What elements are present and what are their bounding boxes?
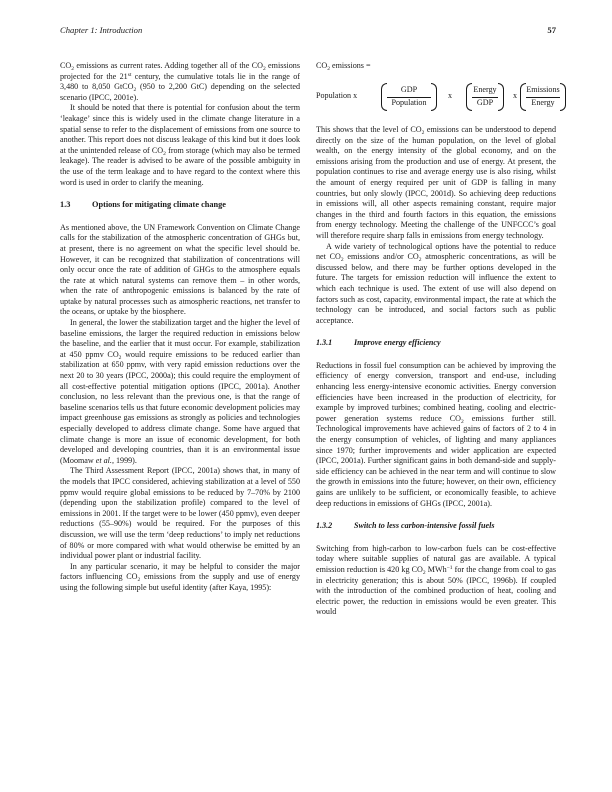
page-number: 57 xyxy=(547,25,556,35)
kaya-equation xyxy=(316,61,560,125)
subsection-number: 1.3.2 xyxy=(316,521,333,531)
subsection-title: Improve energy efficiency xyxy=(354,338,441,348)
paragraph: In any particular scenario, it may be helpful to consider the major factors influencing $CO_2$ emissions from the supply and use of energy using the following simple but useful identity (after Kaya, 1995): xyxy=(60,561,301,592)
section-title: Options for mitigating climate change xyxy=(92,200,226,210)
paragraph: Reductions in fossil fuel consumption can be achieved by improving the efficiency of energy conversion, transport and end-use, including enhancing less energy-intensive economic activities. Energy conversion efficiencies have been increased in the production of electricity, for example by improved turbines; combined heating, cooling and electric-power generation systems reduce $CO_2$ emissions further still. Technological improvements have achieved gains of factors of 2 to 4 in the energy consumption of vehicles, of lighting and many appliances since 1970; further improvements and wider application are expected (IPCC, 2001a). Further significant gains in both demand-side and supply-side efficiency can be achieved in the near term and will continue to slow the growth in emissions into the future; however, on their own, efficiency gains are unlikely to be sufficient, or economically feasible, to achieve deep reductions in emissions of GHGs (IPCC, 2001a). xyxy=(316,360,557,508)
fraction-denominator: GDP xyxy=(476,98,494,107)
paragraph: A wide variety of technological options have the potential to reduce net $CO_2$ emissions and/or $CO_2$ atmospheric concentrations, as will be discussed below, and there may be further options developed in the future. The targets for emission reduction will influence the extent to which each technique is used. The extent of use will also depend on factors such as cost, capacity, environmental impact, the rate at which the technology can be introduced, and social factors such as public acceptance. xyxy=(316,241,557,325)
times-operator: x xyxy=(513,91,518,100)
chapter-title: Chapter 1: Introduction xyxy=(60,25,143,35)
paragraph: In general, the lower the stabilization target and the higher the level of baseline emissions, the larger the required reduction in emissions below the baseline, and the earlier that it must occur. For example, stabilization at 450 ppmv $CO_2$ would require emissions to be reduced earlier than stabilization at 650 ppmv, with very rapid emission reductions over the next 20 to 30 years (IPCC, 2000a); this could require the employment of all cost-effective potential mitigation options (IPCC, 2001a). Another conclusion, no less relevant than the previous one, is that the range of baseline scenarios tells us that future economic development policies may impact greenhouse gas emissions as strongly as policies and technologies especially developed to address climate change. Some have argued that climate change is more an issue of economic development, for both developed and developing countries, than it is an environmental issue (Moomaw et al., 1999). xyxy=(60,318,300,465)
equation-lhs: $CO_2$ emissions = xyxy=(316,61,371,72)
section-heading xyxy=(60,200,300,211)
fraction-emissions-per-energy xyxy=(520,83,566,113)
fraction-denominator: Energy xyxy=(531,98,555,107)
fraction-numerator: GDP xyxy=(400,85,418,94)
running-header xyxy=(60,25,556,39)
subsection-title: Switch to less carbon-intensive fossil fuels xyxy=(354,521,495,531)
right-column xyxy=(316,61,560,618)
paragraph: The Third Assessment Report (IPCC, 2001a) shows that, in many of the models that IPCC considered, achieving stabilization at a level of 550 ppmv would require global emissions to be reduced by 7–70% by 2100 (depending upon the stabilization profile) compared to the level of emissions in 2001. If the target were to be lower (450 ppmv), even deeper reductions (55–90%) would be required. For the purposes of this discussion, we will use the term ‘deep reductions’ to imply net reductions of 80% or more compared with what would otherwise be emitted by an individual power plant or industrial facility. xyxy=(60,466,300,561)
paragraph: $CO_2$ emissions as current rates. Adding together all of the $CO_2$ emissions projected for the 21st century, the cumulative totals lie in the range of 3,480 to 8,050 GtCO$_2$ (950 to 2,200 GtC) depending on the selected scenario (IPCC, 2001e). xyxy=(60,61,300,102)
paragraph: This shows that the level of $CO_2$ emissions can be understood to depend directly on the size of the human population, on the level of global wealth, on the energy intensity of the global economy, and on the emissions arising from the production and use of energy. At present, the population continues to rise and average energy use is also rising, whilst the amount of energy required per unit of GDP is falling in many countries, but only slowly (IPCC, 2001d). So achieving deep reductions in emissions will, all other aspects remaining constant, require major changes in the third and fourth factors in this equation, the emissions from energy technology. Meeting the challenge of the UNFCCC’s goal will therefore require sharp falls in emissions from energy technology. xyxy=(316,125,556,240)
fraction-denominator: Population xyxy=(391,98,427,107)
fraction-numerator: Energy xyxy=(473,85,497,94)
subsection-number: 1.3.1 xyxy=(316,338,333,348)
fraction-numerator: Emissions xyxy=(526,85,560,94)
paragraph: Switching from high-carbon to low-carbon fuels can be cost-effective today where suitable supplies of natural gas are available. A typical emission reduction is 420 kg $CO_2$ MWh$^{-1}$ for the change from coal to gas in electricity generation; this is about 50% (IPCC, 1996b). If coupled with the introduction of the combined production of heat, cooling and electric power, the reduction in emissions would be even greater. This would xyxy=(316,543,556,617)
subsection-heading xyxy=(316,521,556,532)
paragraph: It should be noted that there is potential for confusion about the term ‘leakage’ since this is widely used in the climate change literature in a spatial sense to refer to the displacement of emissions from one source to another. This report does not discuss leakage of this kind but it does look at the unintended release of $CO_2$ from storage (which may also be termed leakage). The reader is advised to be aware of the possible ambiguity in the use of the term leakage and to have regard to the context where this word is used in order to clarify the meaning. xyxy=(60,103,301,187)
fraction-gdp-per-population xyxy=(381,83,437,113)
equation-population: Population x xyxy=(316,91,358,100)
paragraph: As mentioned above, the UN Framework Convention on Climate Change calls for the stabilization of the atmospheric concentration of GHGs but, at present, there is no agreement on what the specific level should be. However, it can be recognized that stabilization of concentrations will only occur once the rate of addition of GHGs to the atmosphere equals the rate at which natural systems can remove them – in other words, when the rate of anthropogenic emissions is balanced by the rate of uptake by natural processes such as atmospheric reactions, net transfer to the oceans, or uptake by the biosphere. xyxy=(60,222,300,317)
fraction-energy-per-gdp xyxy=(466,83,504,113)
times-operator: x xyxy=(448,91,453,100)
section-number: 1.3 xyxy=(60,200,71,210)
subsection-heading xyxy=(316,338,556,349)
left-column xyxy=(60,61,300,594)
